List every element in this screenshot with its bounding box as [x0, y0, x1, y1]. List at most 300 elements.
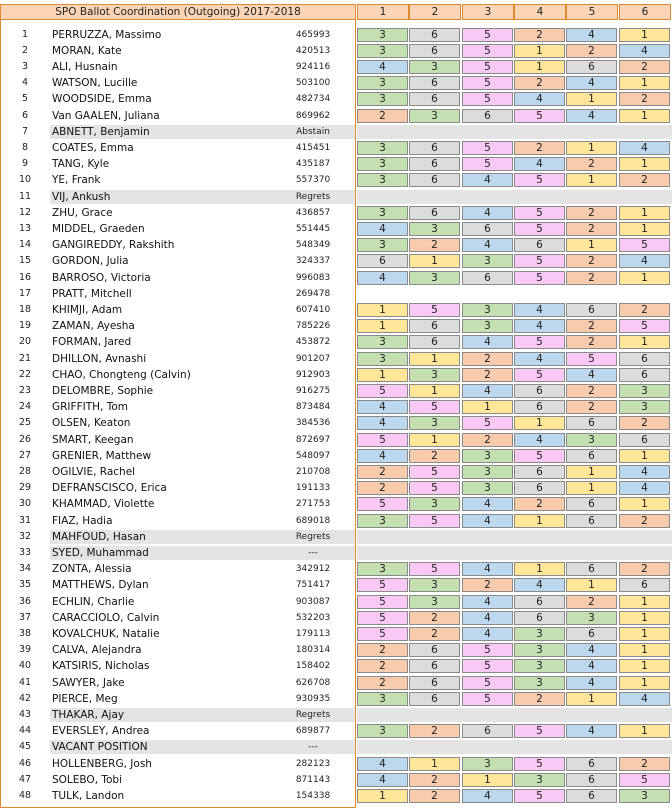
rank-cell-5: 4 [566, 676, 617, 690]
member-code: 154338 [295, 791, 331, 801]
rank-cell-6: 6 [619, 433, 670, 447]
table-row [0, 59, 672, 75]
member-code: 415451 [295, 143, 331, 153]
table-row [0, 27, 672, 43]
rank-cell-2: 5 [409, 481, 460, 495]
rank-cell-2: 6 [409, 692, 460, 706]
rank-cell-3: 3 [462, 481, 513, 495]
rank-cell-4: 6 [514, 384, 565, 398]
rank-cell-4: 1 [514, 514, 565, 528]
row-number: 35 [18, 579, 32, 591]
rank-cell-2: 2 [409, 789, 460, 803]
column-header-2: 2 [409, 4, 461, 20]
member-code: Regrets [295, 191, 331, 202]
rank-cell-3: 6 [462, 109, 513, 123]
rank-cell-3: 4 [462, 206, 513, 220]
rank-cell-2: 1 [409, 384, 460, 398]
row-number: 33 [18, 547, 32, 558]
rank-cell-2: 6 [409, 335, 460, 349]
rank-cell-1: 3 [357, 724, 408, 738]
rank-cell-5: 6 [566, 60, 617, 74]
column-header-4: 4 [514, 4, 566, 20]
table-row [0, 205, 672, 221]
rank-cell-5: 2 [566, 206, 617, 220]
rank-cell-5: 1 [566, 692, 617, 706]
rank-cell-4: 3 [514, 627, 565, 641]
rank-cell-1: 5 [357, 578, 408, 592]
table-row [0, 594, 672, 610]
rank-cell-6: 1 [619, 611, 670, 625]
rank-cell-6: 2 [619, 60, 670, 74]
row-number: 44 [18, 725, 32, 737]
rank-cell-1: 4 [357, 271, 408, 285]
rank-cell-5: 1 [566, 173, 617, 187]
row-band-right [357, 546, 672, 560]
rank-cell-1: 1 [357, 303, 408, 317]
member-name: DHILLON, Avnashi [52, 352, 147, 365]
rank-cell-3: 2 [462, 578, 513, 592]
member-code: 384536 [295, 418, 331, 429]
member-code: 751417 [295, 580, 331, 591]
rank-cell-6: 1 [619, 449, 670, 463]
member-name: GANGIREDDY, Rakshith [52, 239, 175, 252]
rank-cell-3: 5 [462, 141, 513, 155]
rank-cell-2: 3 [409, 497, 460, 511]
rank-cell-4: 2 [514, 76, 565, 90]
table-row [0, 675, 672, 691]
rank-cell-4: 4 [514, 303, 565, 317]
row-number: 36 [18, 595, 32, 607]
rank-cell-1: 2 [357, 465, 408, 479]
table-row [0, 140, 672, 156]
rank-cell-4: 5 [514, 206, 565, 220]
rank-cell-6: 1 [619, 497, 670, 511]
member-code: 607410 [295, 305, 331, 315]
member-name: PRATT, Mitchell [52, 287, 132, 300]
member-name: KOVALCHUK, Natalie [52, 628, 160, 640]
rank-cell-5: 6 [566, 449, 617, 463]
rank-cell-3: 5 [462, 659, 513, 673]
rank-cell-1: 3 [357, 352, 408, 366]
rank-cell-4: 6 [514, 611, 565, 625]
rank-cell-3: 4 [462, 335, 513, 349]
member-code: 785226 [295, 321, 331, 332]
rank-cell-6: 1 [619, 28, 670, 42]
member-code: 924116 [295, 62, 331, 72]
member-name: GRIFFITH, Tom [52, 401, 128, 414]
row-number: 3 [21, 61, 29, 72]
table-row [0, 91, 672, 107]
sheet-title: SPO Ballot Coordination (Outgoing) 2017-2018 [0, 4, 356, 20]
rank-cell-6: 4 [619, 254, 670, 268]
rank-cell-5: 4 [566, 368, 617, 382]
rank-cell-3: 3 [462, 465, 513, 479]
rank-cell-1: 2 [357, 676, 408, 690]
row-number: 39 [18, 644, 32, 656]
member-code: 465993 [295, 29, 331, 40]
rank-cell-6: 5 [619, 238, 670, 252]
rank-cell-4: 5 [514, 449, 565, 463]
row-number: 17 [18, 287, 32, 299]
row-number: 19 [18, 320, 32, 332]
table-row [0, 610, 672, 626]
member-code: --- [308, 548, 318, 558]
rank-cell-2: 5 [409, 514, 460, 528]
column-header-5: 5 [566, 4, 618, 20]
rank-cell-2: 3 [409, 271, 460, 285]
bottom-border [0, 807, 356, 808]
rank-cell-6: 1 [619, 222, 670, 236]
rank-cell-2: 1 [409, 757, 460, 771]
row-number: 13 [18, 223, 32, 234]
member-code: 342912 [295, 564, 331, 575]
rank-cell-6: 1 [619, 627, 670, 641]
row-number: 25 [18, 417, 32, 429]
table-row [0, 189, 672, 205]
member-code: 269478 [295, 288, 331, 299]
rank-cell-1: 1 [357, 368, 408, 382]
member-name: VIJ, Ankush [52, 190, 111, 203]
rank-cell-4: 1 [514, 562, 565, 576]
rank-cell-1: 4 [357, 449, 408, 463]
row-number: 28 [18, 466, 32, 477]
rank-cell-2: 2 [409, 238, 460, 252]
member-code: 689877 [295, 726, 331, 737]
member-name: ALI, Husnain [52, 61, 118, 73]
row-number: 2 [21, 44, 29, 56]
rank-cell-3: 2 [462, 368, 513, 382]
rank-cell-3: 4 [462, 384, 513, 398]
rank-cell-6: 3 [619, 400, 670, 414]
table-row [0, 124, 672, 140]
row-number: 40 [18, 660, 32, 672]
table-row [0, 642, 672, 658]
rank-cell-2: 3 [409, 109, 460, 123]
rank-cell-3: 4 [462, 627, 513, 641]
rank-cell-4: 2 [514, 692, 565, 706]
rank-cell-2: 2 [409, 611, 460, 625]
rank-cell-3: 5 [462, 157, 513, 171]
rank-cell-5: 1 [566, 141, 617, 155]
member-name: PIERCE, Meg [52, 692, 118, 705]
rank-cell-5: 6 [566, 773, 617, 787]
member-code: 180314 [295, 645, 331, 656]
table-row [0, 334, 672, 350]
table-row [0, 75, 672, 91]
rank-cell-4: 6 [514, 595, 565, 609]
row-number: 23 [18, 385, 32, 396]
rank-cell-5: 4 [566, 76, 617, 90]
member-code: 871143 [295, 774, 331, 785]
rank-cell-6: 4 [619, 44, 670, 58]
rank-cell-5: 2 [566, 254, 617, 268]
table-row [0, 448, 672, 464]
rank-cell-1: 1 [357, 319, 408, 333]
rank-cell-6: 6 [619, 578, 670, 592]
table-row [0, 172, 672, 188]
rank-cell-4: 2 [514, 28, 565, 42]
rank-cell-4: 4 [514, 157, 565, 171]
rank-cell-5: 6 [566, 497, 617, 511]
member-name: Van GAALEN, Juliana [52, 109, 160, 122]
row-number: 4 [21, 77, 29, 89]
member-name: HOLLENBERG, Josh [52, 757, 152, 770]
rank-cell-2: 2 [409, 724, 460, 738]
member-name: KATSIRIS, Nicholas [52, 660, 150, 673]
rank-cell-2: 6 [409, 76, 460, 90]
rank-cell-1: 3 [357, 514, 408, 528]
member-code: 482734 [295, 94, 331, 105]
member-code: 901207 [295, 353, 331, 364]
row-number: 5 [21, 93, 29, 105]
rank-cell-4: 5 [514, 368, 565, 382]
rank-cell-6: 3 [619, 384, 670, 398]
rank-cell-6: 4 [619, 465, 670, 479]
table-row [0, 464, 672, 480]
row-number: 11 [18, 190, 32, 202]
member-name: PERRUZZA, Massimo [52, 28, 162, 41]
table-row [0, 108, 672, 124]
member-name: CHAO, Chongteng (Calvin) [52, 368, 191, 381]
member-name: FORMAN, Jared [52, 336, 132, 349]
member-code: --- [308, 742, 318, 753]
rank-cell-4: 5 [514, 757, 565, 771]
rank-cell-5: 1 [566, 578, 617, 592]
rank-cell-1: 2 [357, 643, 408, 657]
rank-cell-3: 5 [462, 60, 513, 74]
member-code: 503100 [295, 78, 331, 89]
rank-cell-1: 2 [357, 109, 408, 123]
rank-cell-5: 4 [566, 724, 617, 738]
rank-cell-2: 6 [409, 676, 460, 690]
rank-cell-6: 1 [619, 595, 670, 609]
row-number: 45 [18, 741, 32, 753]
rank-cell-2: 3 [409, 60, 460, 74]
member-name: WATSON, Lucille [52, 77, 138, 90]
rank-cell-4: 3 [514, 676, 565, 690]
table-row [0, 43, 672, 59]
table-row [0, 286, 672, 302]
rank-cell-6: 2 [619, 757, 670, 771]
rank-cell-3: 5 [462, 692, 513, 706]
rank-cell-3: 3 [462, 449, 513, 463]
rank-cell-6: 1 [619, 109, 670, 123]
rank-cell-4: 1 [514, 416, 565, 430]
rank-cell-3: 1 [462, 773, 513, 787]
member-name: OGILVIE, Rachel [52, 466, 136, 478]
rank-cell-6: 2 [619, 303, 670, 317]
rank-cell-6: 2 [619, 514, 670, 528]
rank-cell-2: 2 [409, 627, 460, 641]
row-number: 10 [18, 174, 32, 186]
rank-cell-2: 6 [409, 141, 460, 155]
table-row [0, 561, 672, 577]
rank-cell-5: 3 [566, 433, 617, 447]
rank-cell-4: 1 [514, 44, 565, 58]
member-name: GORDON, Julia [52, 255, 129, 268]
rank-cell-6: 2 [619, 416, 670, 430]
member-name: BARROSO, Victoria [52, 271, 151, 284]
rank-cell-2: 1 [409, 433, 460, 447]
table-row [0, 367, 672, 383]
member-name: ZAMAN, Ayesha [52, 320, 135, 333]
rank-cell-2: 1 [409, 254, 460, 268]
row-number: 31 [18, 514, 32, 526]
rank-cell-1: 1 [357, 789, 408, 803]
rank-cell-4: 4 [514, 92, 565, 106]
rank-cell-3: 4 [462, 497, 513, 511]
member-code: 689018 [295, 515, 331, 526]
member-code: 557370 [295, 175, 331, 186]
row-number: 8 [21, 142, 29, 153]
member-name: MIDDEL, Graeden [52, 223, 145, 235]
row-number: 9 [21, 158, 29, 170]
member-name: ZHU, Grace [52, 206, 113, 219]
row-band-right [357, 125, 672, 139]
rank-cell-6: 1 [619, 643, 670, 657]
rank-cell-2: 6 [409, 173, 460, 187]
rank-cell-2: 5 [409, 562, 460, 576]
rank-cell-3: 2 [462, 352, 513, 366]
rank-cell-1: 4 [357, 400, 408, 414]
rank-cell-5: 2 [566, 335, 617, 349]
row-band-right [357, 708, 672, 722]
rank-cell-1: 3 [357, 76, 408, 90]
rank-cell-4: 4 [514, 578, 565, 592]
member-name: CARACCIOLO, Calvin [52, 611, 160, 624]
rank-cell-3: 5 [462, 416, 513, 430]
rank-cell-1: 5 [357, 497, 408, 511]
rank-cell-6: 6 [619, 368, 670, 382]
rank-cell-6: 4 [619, 481, 670, 495]
rank-cell-2: 2 [409, 773, 460, 787]
table-row [0, 626, 672, 642]
column-header-6: 6 [619, 4, 671, 20]
row-number: 22 [18, 368, 32, 380]
rank-cell-3: 5 [462, 92, 513, 106]
rank-cell-2: 5 [409, 465, 460, 479]
row-number: 26 [18, 433, 32, 445]
member-name: GRENIER, Matthew [52, 449, 152, 462]
rank-cell-2: 6 [409, 659, 460, 673]
member-code: 548097 [295, 450, 331, 461]
rank-cell-5: 2 [566, 319, 617, 333]
rank-cell-5: 3 [566, 611, 617, 625]
rank-cell-4: 5 [514, 335, 565, 349]
row-number: 24 [18, 401, 32, 413]
rank-cell-5: 1 [566, 238, 617, 252]
rank-cell-1: 3 [357, 562, 408, 576]
table-row [0, 270, 672, 286]
rank-cell-4: 6 [514, 481, 565, 495]
rank-cell-6: 1 [619, 157, 670, 171]
rank-cell-6: 2 [619, 92, 670, 106]
member-name: VACANT POSITION [52, 741, 148, 754]
rank-cell-5: 1 [566, 92, 617, 106]
rank-cell-6: 1 [619, 335, 670, 349]
rank-cell-5: 4 [566, 109, 617, 123]
member-name: DELOMBRE, Sophie [52, 385, 154, 397]
rank-cell-4: 2 [514, 497, 565, 511]
row-number: 43 [18, 709, 32, 720]
member-name: MORAN, Kate [52, 44, 122, 57]
row-number: 27 [18, 449, 32, 461]
table-row [0, 351, 672, 367]
rank-cell-3: 6 [462, 724, 513, 738]
member-code: Regrets [295, 531, 331, 542]
table-row [0, 739, 672, 755]
rank-cell-4: 5 [514, 109, 565, 123]
member-code: 282123 [295, 758, 331, 769]
rank-cell-4: 2 [514, 141, 565, 155]
rank-cell-6: 3 [619, 789, 670, 803]
table-row [0, 707, 672, 723]
rank-cell-2: 6 [409, 319, 460, 333]
rank-cell-1: 6 [357, 254, 408, 268]
member-name: WOODSIDE, Emma [52, 93, 152, 106]
row-number: 15 [18, 255, 32, 267]
row-number: 34 [18, 563, 32, 575]
rank-cell-5: 6 [566, 627, 617, 641]
rank-cell-4: 4 [514, 319, 565, 333]
row-number: 18 [18, 304, 32, 315]
row-number: 42 [18, 692, 32, 704]
row-number: 38 [18, 628, 32, 639]
member-name: KHIMJI, Adam [52, 304, 123, 316]
rank-cell-2: 3 [409, 578, 460, 592]
rank-cell-4: 3 [514, 659, 565, 673]
rank-cell-4: 6 [514, 238, 565, 252]
rank-cell-3: 4 [462, 173, 513, 187]
member-code: 179113 [295, 629, 331, 639]
table-row [0, 480, 672, 496]
column-header-1: 1 [357, 4, 409, 20]
rank-cell-1: 2 [357, 481, 408, 495]
table-row [0, 577, 672, 593]
row-number: 46 [18, 757, 32, 769]
rank-cell-6: 2 [619, 562, 670, 576]
row-number: 47 [18, 773, 32, 785]
member-name: YE, Frank [52, 174, 101, 187]
member-name: MATTHEWS, Dylan [52, 579, 149, 592]
rank-cell-1: 2 [357, 659, 408, 673]
rank-cell-5: 4 [566, 28, 617, 42]
member-code: 626708 [295, 677, 331, 688]
row-number: 6 [21, 109, 29, 121]
rank-cell-3: 4 [462, 562, 513, 576]
table-row [0, 496, 672, 512]
member-code: 435187 [295, 159, 331, 170]
rank-cell-5: 1 [566, 481, 617, 495]
rank-cell-1: 3 [357, 238, 408, 252]
member-name: OLSEN, Keaton [52, 417, 131, 430]
member-name: ZONTA, Alessia [52, 563, 132, 576]
rank-cell-6: 4 [619, 141, 670, 155]
rank-cell-1: 5 [357, 611, 408, 625]
row-band-right [357, 530, 672, 544]
rank-cell-1: 4 [357, 757, 408, 771]
member-name: MAHFOUD, Hasan [52, 530, 146, 543]
row-number: 1 [21, 28, 29, 40]
table-row [0, 237, 672, 253]
member-name: COATES, Emma [52, 142, 134, 154]
rank-cell-4: 6 [514, 465, 565, 479]
member-code: 872697 [295, 434, 331, 445]
table-row [0, 723, 672, 739]
table-row [0, 513, 672, 529]
rank-cell-2: 3 [409, 595, 460, 609]
row-number: 41 [18, 676, 32, 688]
